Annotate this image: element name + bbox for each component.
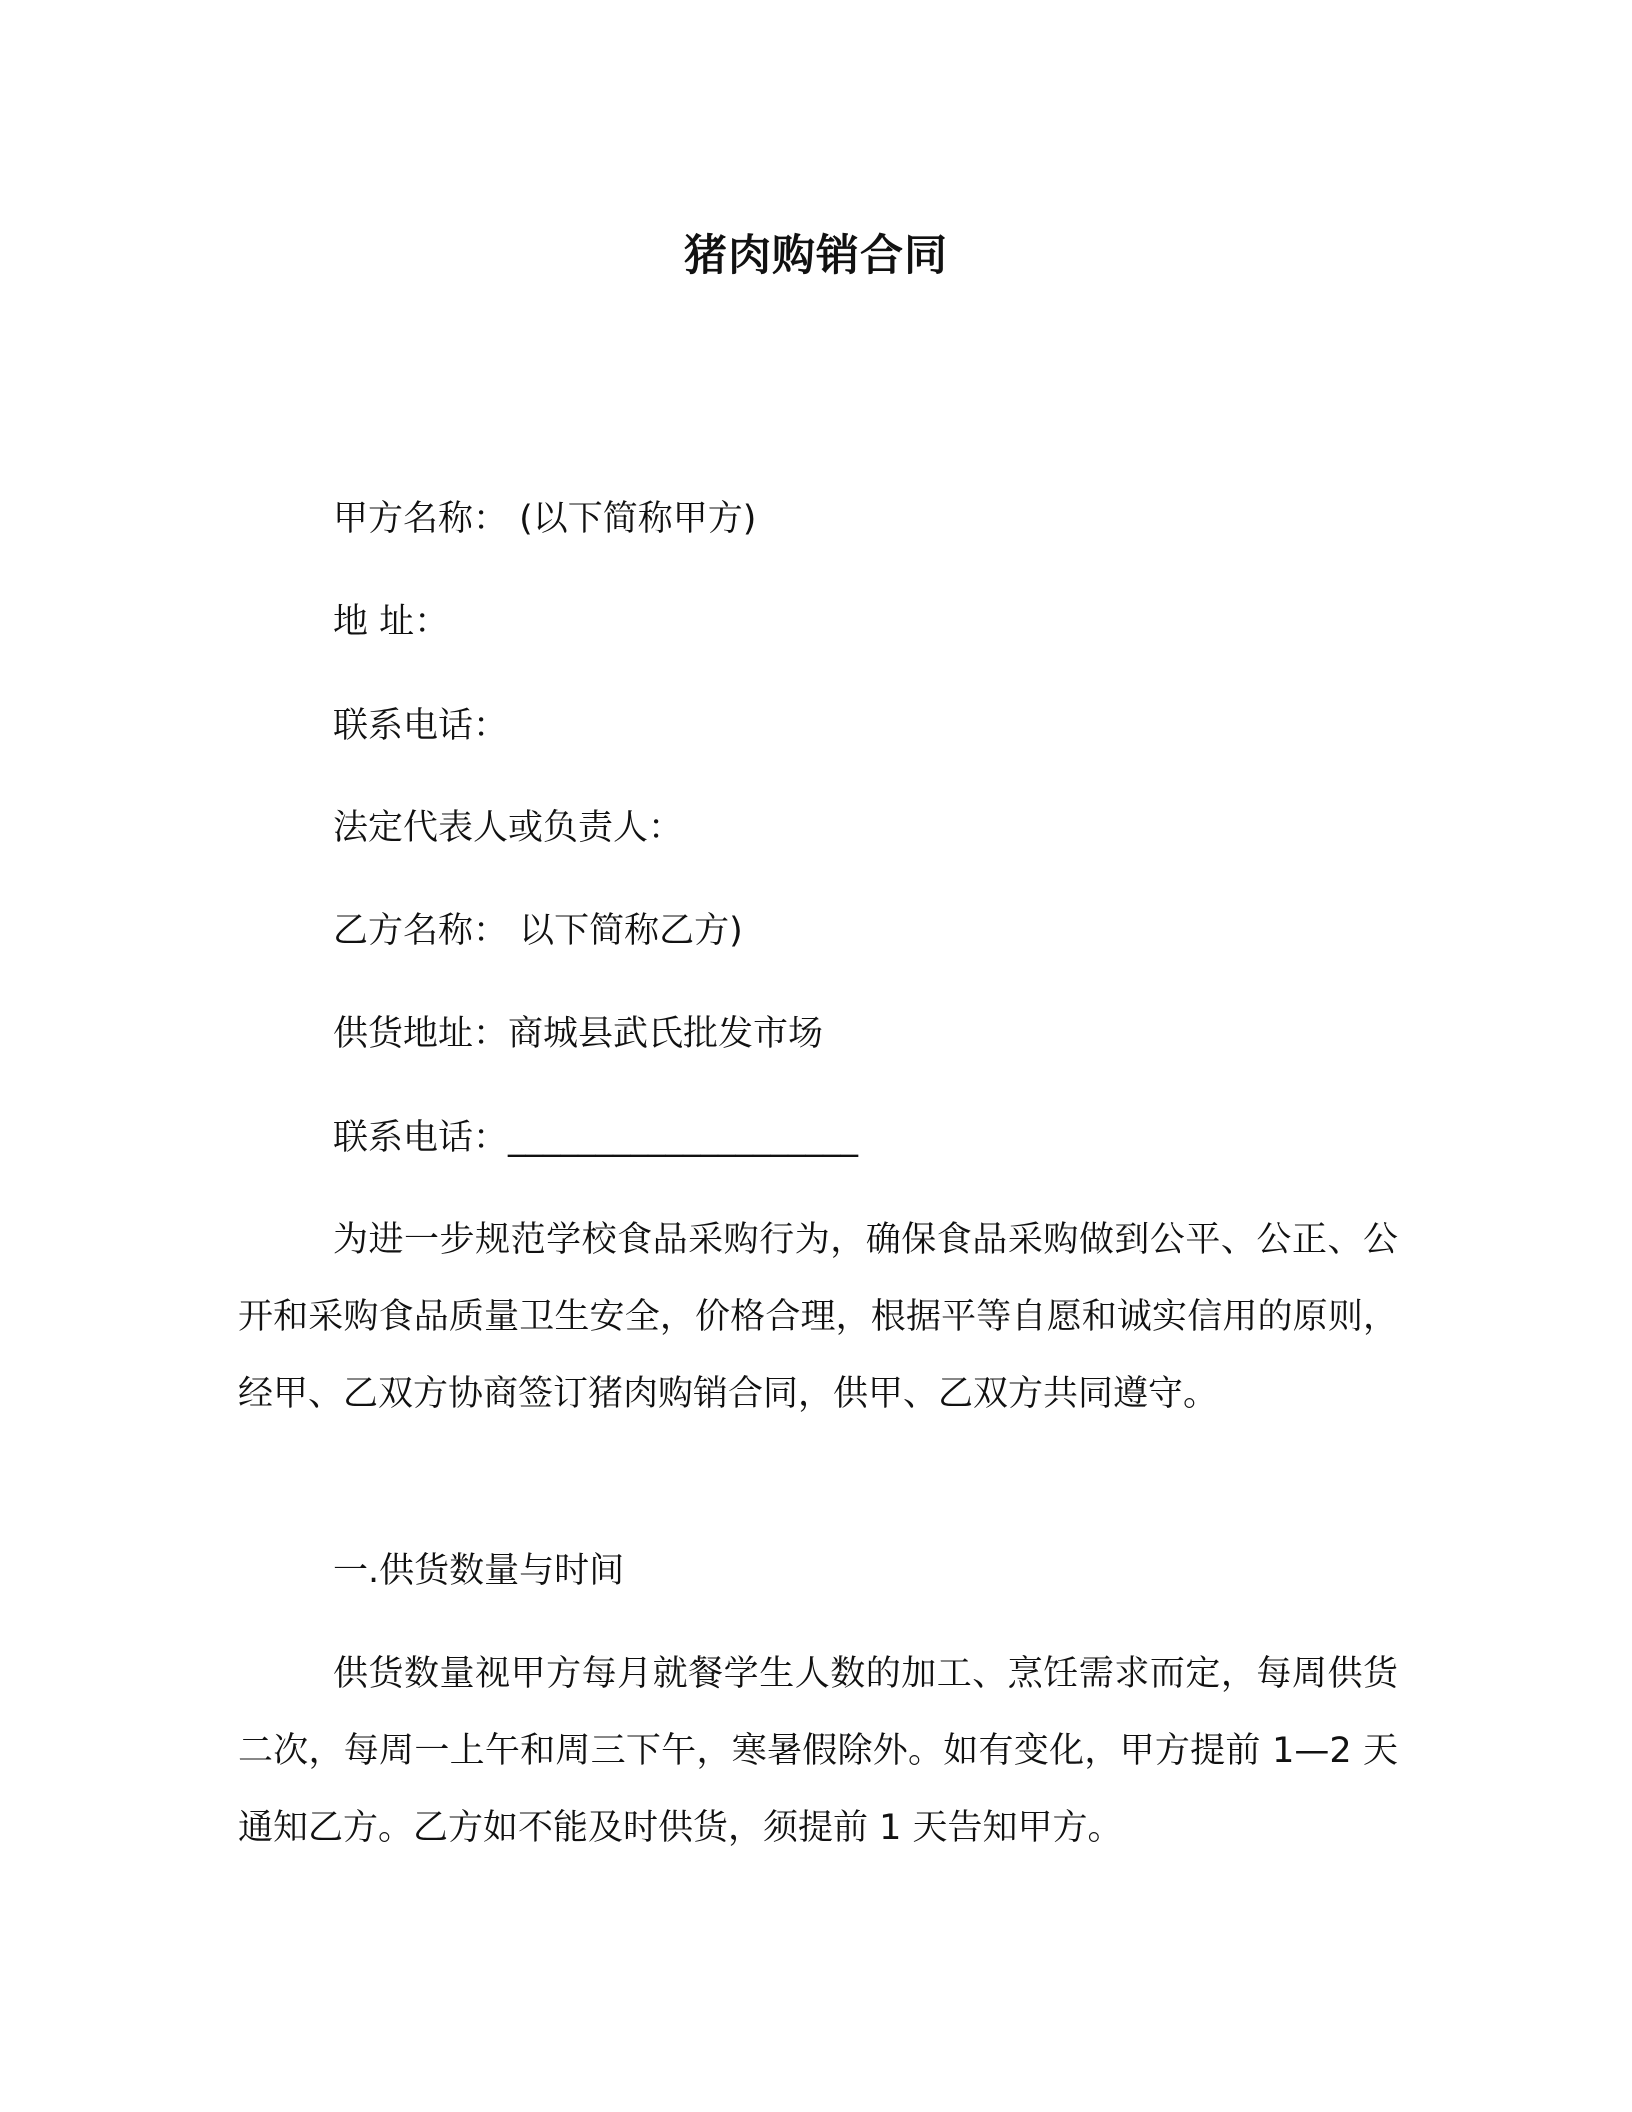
party-b-phone-line: 联系电话：____________________ bbox=[333, 1118, 859, 1158]
party-a-address-line: 地 址： bbox=[333, 602, 450, 642]
document-title: 猪肉购销合同 bbox=[684, 231, 948, 281]
section-1-paragraph: 供货数量视甲方每月就餐学生人数的加工、烹饪需求而定，每周供货二次，每周一上午和周三下午，寒暑假除外。如有变化，甲方提前 1—2 天通知乙方。乙方如不能及时供货，须提前 1 天告知甲方。 bbox=[238, 1654, 1398, 1848]
section-1-heading: 一.供货数量与时间 bbox=[333, 1551, 625, 1591]
party-b-supply-address-line: 供货地址：商城县武氏批发市场 bbox=[333, 1014, 824, 1054]
party-a-representative-line: 法定代表人或负责人： bbox=[333, 808, 684, 848]
party-b-name-line: 乙方名称： 以下简称乙方) bbox=[333, 911, 743, 951]
preamble-paragraph: 为进一步规范学校食品采购行为，确保食品采购做到公平、公正、公开和采购食品质量卫生安全，价格合理，根据平等自愿和诚实信用的原则，经甲、乙双方协商签订猪肉购销合同，供甲、乙双方共同遵守。 bbox=[238, 1220, 1398, 1414]
party-a-name-line: 甲方名称： (以下简称甲方) bbox=[333, 499, 757, 539]
party-a-phone-line: 联系电话： bbox=[333, 706, 509, 746]
